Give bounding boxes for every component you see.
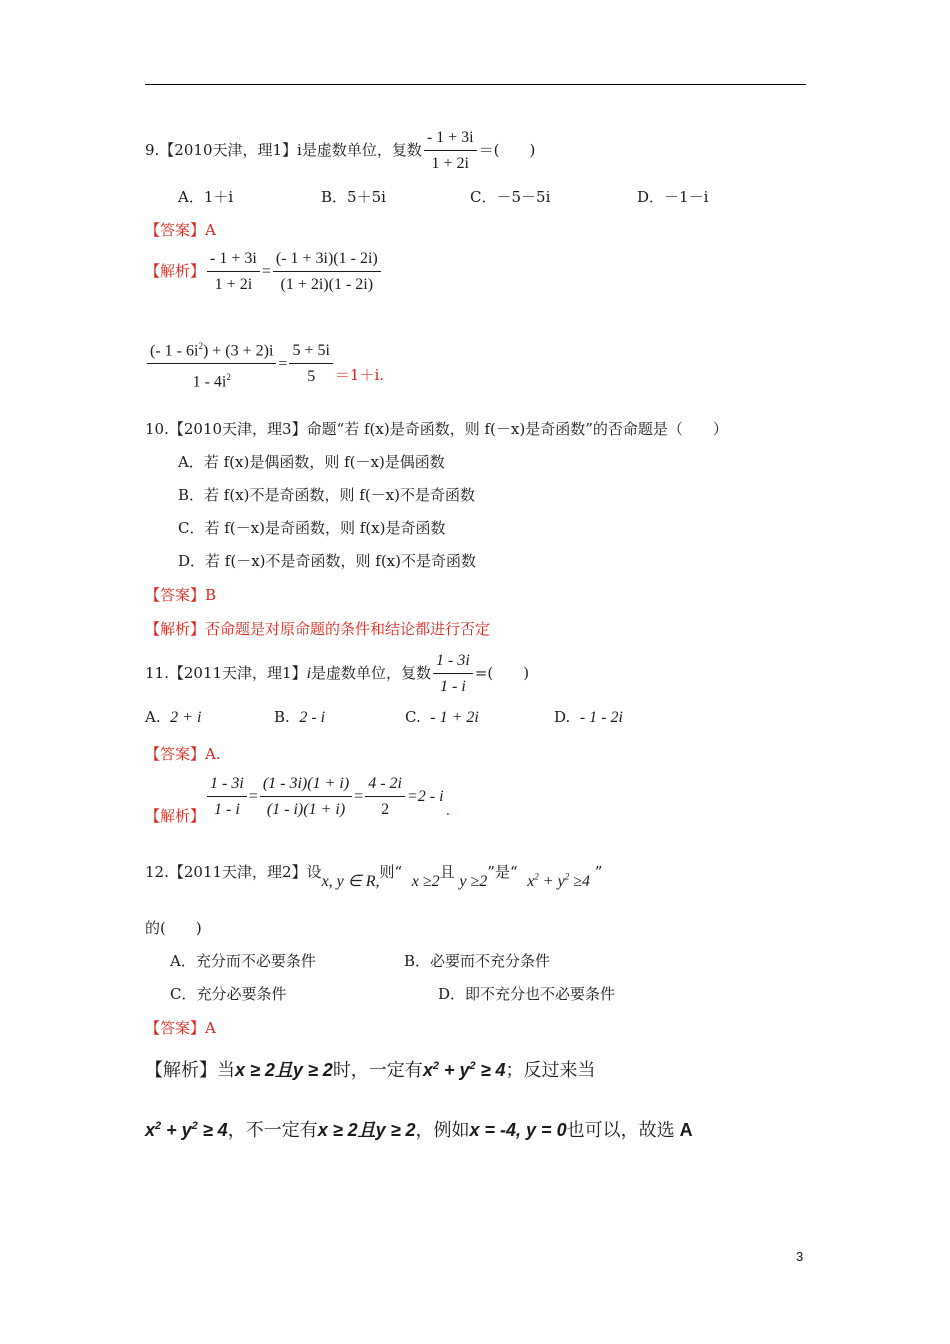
q11-answer: 【答案】A.: [145, 745, 221, 763]
q9-option-a: A．1＋i: [178, 188, 234, 206]
q10-analysis: 【解析】否命题是对原命题的条件和结论都进行否定: [145, 620, 491, 638]
q12-stem: 12.【2011天津，理2】设x, y ∈ R,则“ x ≥2且 y ≥2”是“ $x^2 + y^2 \ge 4$ ”: [145, 863, 603, 890]
q10-option-c: C．若 f(－x)是奇函数，则 f(x)是奇函数: [178, 519, 446, 537]
q11-stem: 11.【2011天津，理1】i是虚数单位，复数 $\frac{1 - 3i}{1 - i}$ =( ): [145, 652, 530, 695]
q11-option-c: C. - 1 + 2i: [405, 708, 479, 726]
q9-option-d: D．－1－i: [637, 188, 709, 206]
q12-option-b: B．必要而不充分条件: [404, 952, 551, 970]
q9-stem: 9.【2010天津，理1】i是虚数单位，复数 $\frac{- 1 + 3i}{1 + 2i}$ ＝( ): [145, 129, 536, 172]
q11-fraction: $\frac{1 - 3i}{1 - i}$: [433, 651, 473, 697]
q12-stem-cont: 的( ): [145, 919, 202, 937]
q9-analysis-line2: $\frac{(- 1 - 6i^2) + (3 + 2)i}{1 - 4i^2}$ = $\frac{5 + 5i}{5}$ ＝1＋i.: [145, 336, 384, 393]
header-rule: [145, 84, 806, 85]
q11-analysis: 【解析】 $\frac{1 - 3i}{1 - i}$ = $\frac{(1 - 3i)(1 + i)}{(1 - i)(1 + i)}$ = $\frac{4 - 2i}{2}$ =2 - i.: [145, 775, 451, 825]
q10-answer: 【答案】B: [145, 586, 217, 604]
q10-stem: 10.【2010天津，理3】命题“若 f(x)是奇函数，则 f(－x)是奇函数”的否命题是（ ）: [145, 420, 728, 438]
q10-option-d: D．若 f(－x)不是奇函数，则 f(x)不是奇函数: [178, 552, 476, 570]
q12-analysis-line2: $x^2 + y^2 \ge 4$，不一定有x ≥ 2且y ≥ 2，例如x = -4, y = 0也可以，故选 A: [145, 1120, 693, 1140]
q11-option-d: D. - 1 - 2i: [554, 708, 623, 726]
q11-option-b: B. 2 - i: [274, 708, 326, 726]
q10-option-a: A．若 f(x)是偶函数，则 f(－x)是偶函数: [178, 453, 445, 471]
q9-analysis-line1: 【解析】 $\frac{- 1 + 3i}{1 + 2i}$ = $\frac{(- 1 + 3i)(1 - 2i)}{(1 + 2i)(1 - 2i)}$: [145, 249, 383, 295]
page-number: 3: [796, 1249, 804, 1264]
q10-option-b: B．若 f(x)不是奇函数，则 f(－x)不是奇函数: [178, 486, 475, 504]
q9-option-c: C．－5－5i: [470, 188, 551, 206]
q9-option-b: B．5＋5i: [321, 188, 386, 206]
q12-option-c: C．充分必要条件: [170, 985, 287, 1003]
q12-option-a: A．充分而不必要条件: [170, 952, 316, 970]
q12-analysis-line1: 【解析】当x ≥ 2且y ≥ 2时，一定有$x^2 + y^2 \ge 4$；反过来当: [145, 1060, 596, 1080]
q9-fraction: $\frac{- 1 + 3i}{1 + 2i}$: [424, 128, 477, 174]
q11-option-a: A. 2 + i: [145, 708, 202, 726]
q9-answer: 【答案】A: [145, 221, 216, 239]
q12-answer: 【答案】A: [145, 1019, 216, 1037]
q12-option-d: D．即不充分也不必要条件: [438, 985, 616, 1003]
